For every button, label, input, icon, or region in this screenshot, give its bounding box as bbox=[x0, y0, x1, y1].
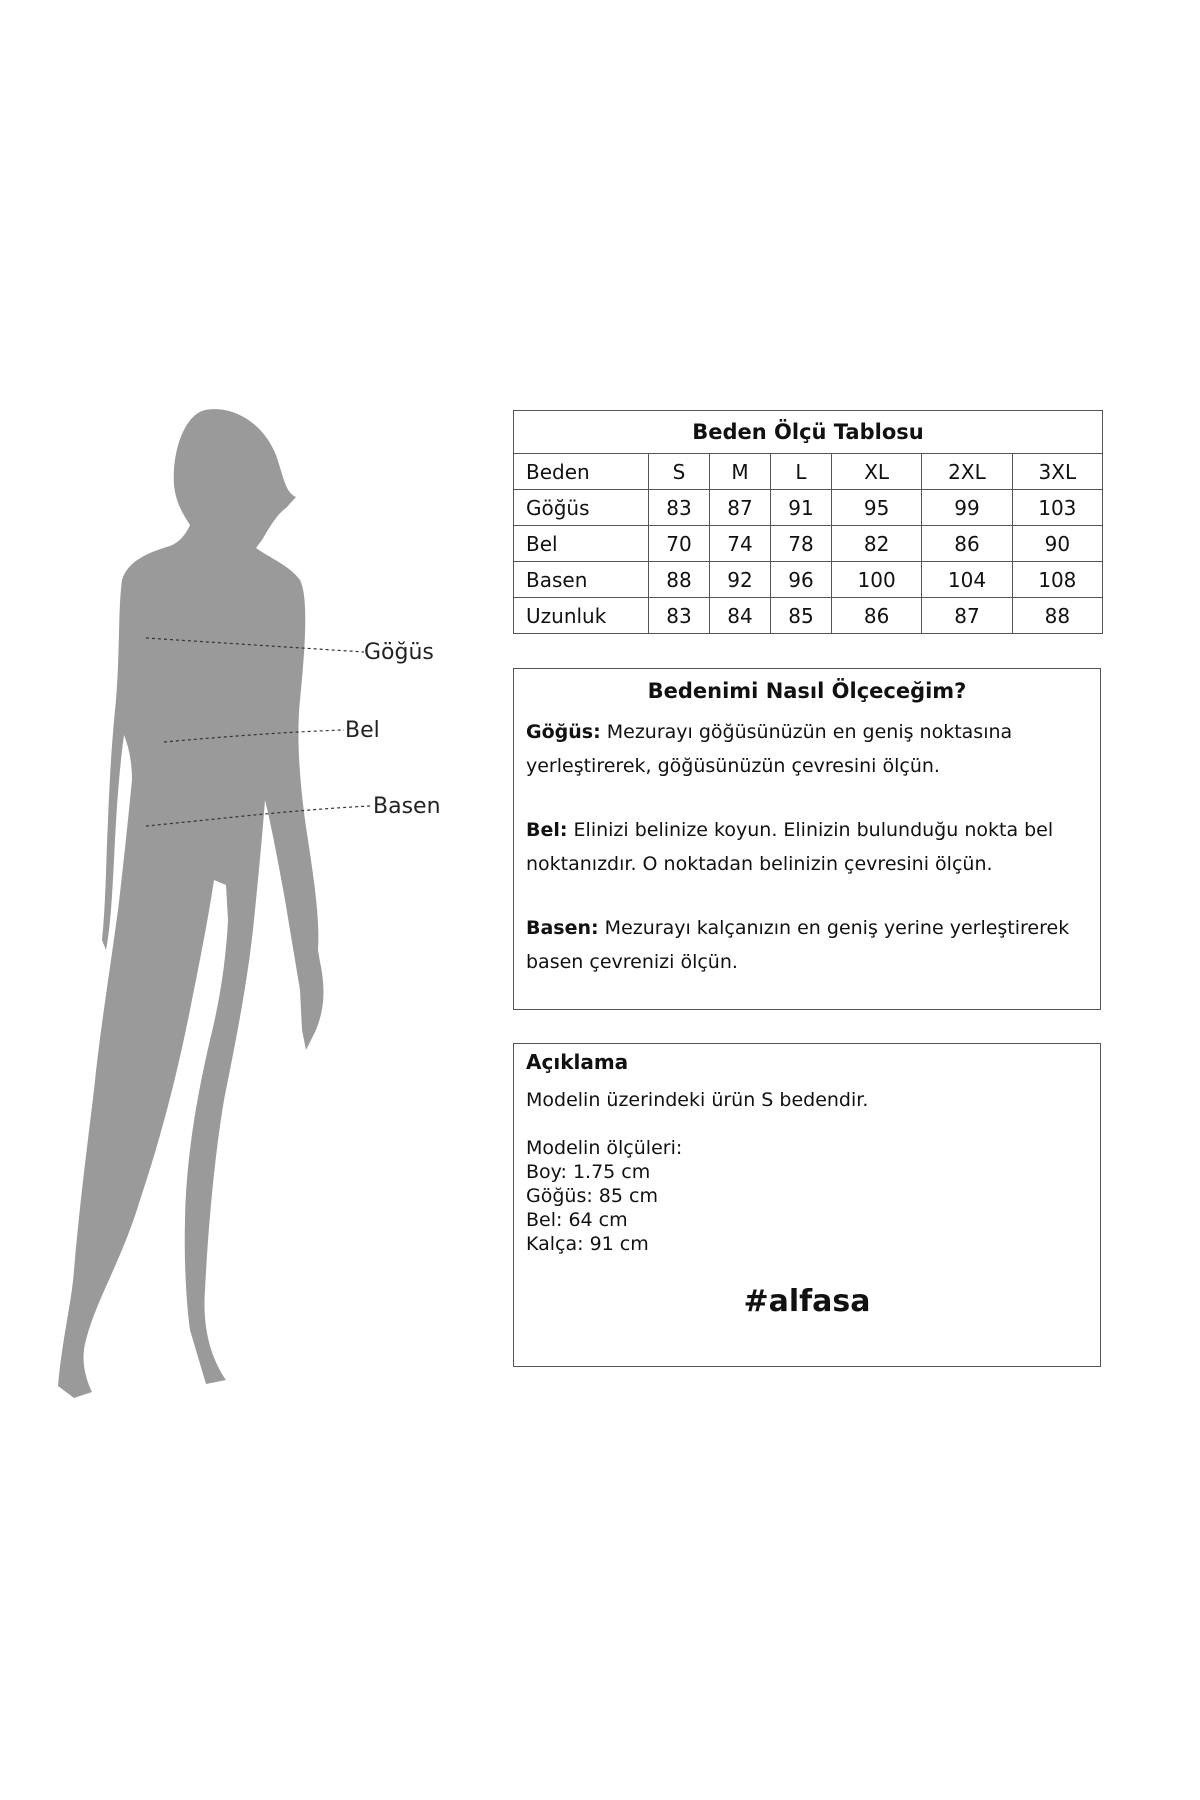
table-row bbox=[514, 526, 1103, 562]
table-row bbox=[514, 562, 1103, 598]
measurement-item: Kalça: 91 cm bbox=[526, 1233, 649, 1255]
size-table-title: Beden Ölçü Tablosu bbox=[514, 411, 1103, 454]
header-label: Beden bbox=[514, 454, 649, 490]
table-cell: 103 bbox=[1012, 490, 1102, 526]
table-cell: 84 bbox=[709, 598, 770, 634]
table-title-row bbox=[514, 411, 1103, 454]
guide-text: Mezurayı göğüsünüzün en geniş noktasına yerleştirerek, göğüsünüzün çevresini ölçün. bbox=[526, 721, 1013, 777]
guide-term: Göğüs: bbox=[526, 721, 601, 743]
row-label: Basen bbox=[514, 562, 649, 598]
guide-term: Bel: bbox=[526, 819, 568, 841]
table-cell: 78 bbox=[770, 526, 831, 562]
body-figure bbox=[0, 0, 470, 1800]
waist-label: Bel bbox=[345, 718, 380, 743]
table-cell: 83 bbox=[649, 490, 710, 526]
table-cell: 70 bbox=[649, 526, 710, 562]
note-title: Açıklama bbox=[526, 1050, 629, 1074]
measurement-item: Boy: 1.75 cm bbox=[526, 1161, 651, 1183]
size-header: S bbox=[649, 454, 710, 490]
table-cell: 74 bbox=[709, 526, 770, 562]
product-size-note: Modelin üzerindeki ürün S bedendir. bbox=[526, 1089, 869, 1111]
guide-term: Basen: bbox=[526, 917, 599, 939]
measurements-title: Modelin ölçüleri: bbox=[526, 1137, 683, 1159]
female-silhouette-icon bbox=[0, 0, 470, 1800]
guide-title: Bedenimi Nasıl Ölçeceğim? bbox=[647, 679, 967, 703]
size-header: L bbox=[770, 454, 831, 490]
row-label: Uzunluk bbox=[514, 598, 649, 634]
table-cell: 88 bbox=[1012, 598, 1102, 634]
guide-item-chest bbox=[526, 715, 1088, 783]
table-row bbox=[514, 490, 1103, 526]
table-cell: 91 bbox=[770, 490, 831, 526]
measure-guide-box bbox=[513, 668, 1101, 1010]
size-header: M bbox=[709, 454, 770, 490]
guide-text: Mezurayı kalçanızın en geniş yerine yerleştirerek basen çevrenizi ölçün. bbox=[526, 917, 1070, 973]
table-cell: 92 bbox=[709, 562, 770, 598]
table-cell: 85 bbox=[770, 598, 831, 634]
table-cell: 99 bbox=[922, 490, 1012, 526]
guide-item-waist bbox=[526, 813, 1088, 881]
row-label: Bel bbox=[514, 526, 649, 562]
guide-item-hip bbox=[526, 911, 1088, 979]
size-table bbox=[513, 410, 1103, 634]
chest-label: Göğüs bbox=[364, 640, 434, 665]
table-cell: 100 bbox=[831, 562, 921, 598]
table-header-row bbox=[514, 454, 1103, 490]
size-header: XL bbox=[831, 454, 921, 490]
table-cell: 86 bbox=[831, 598, 921, 634]
measurement-item: Bel: 64 cm bbox=[526, 1209, 628, 1231]
table-row bbox=[514, 598, 1103, 634]
hip-label: Basen bbox=[373, 794, 441, 819]
table-cell: 95 bbox=[831, 490, 921, 526]
size-header: 3XL bbox=[1012, 454, 1102, 490]
row-label: Göğüs bbox=[514, 490, 649, 526]
note-box bbox=[513, 1043, 1101, 1367]
measurement-item: Göğüs: 85 cm bbox=[526, 1185, 658, 1207]
table-cell: 86 bbox=[922, 526, 1012, 562]
table-cell: 82 bbox=[831, 526, 921, 562]
guide-text: Elinizi belinize koyun. Elinizin bulunduğu nokta bel noktanızdır. O noktadan belinizin çevresini ölçün. bbox=[526, 819, 1054, 875]
table-cell: 96 bbox=[770, 562, 831, 598]
size-header: 2XL bbox=[922, 454, 1012, 490]
table-cell: 88 bbox=[649, 562, 710, 598]
table-cell: 104 bbox=[922, 562, 1012, 598]
brand-hashtag: #alfasa bbox=[743, 1284, 871, 1319]
table-cell: 87 bbox=[709, 490, 770, 526]
table-cell: 108 bbox=[1012, 562, 1102, 598]
table-cell: 87 bbox=[922, 598, 1012, 634]
table-cell: 83 bbox=[649, 598, 710, 634]
table-cell: 90 bbox=[1012, 526, 1102, 562]
